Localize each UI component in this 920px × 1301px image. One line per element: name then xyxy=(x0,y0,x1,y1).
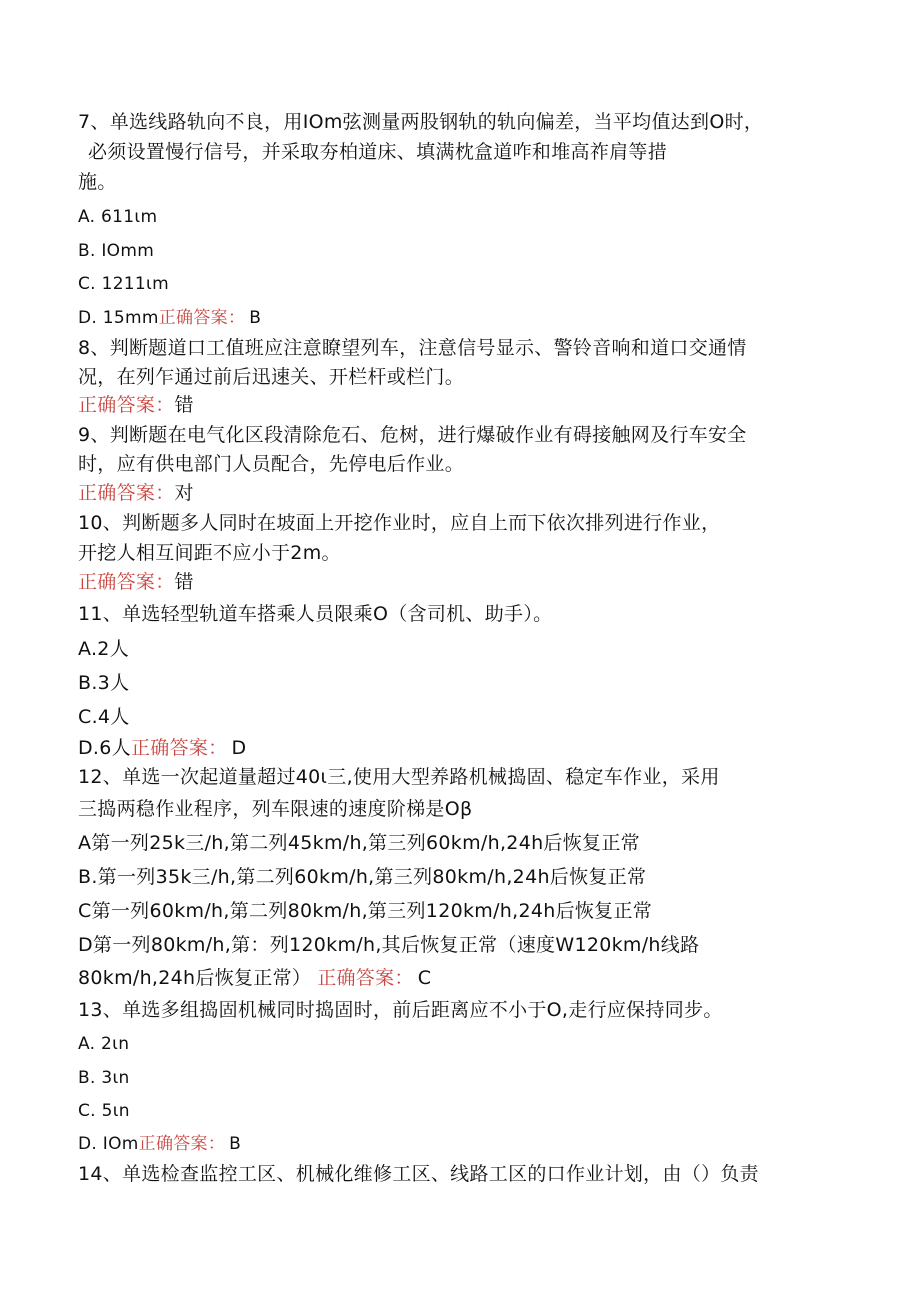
question-12-line-2: 三捣两稳作业程序，列车限速的速度阶梯是Oβ xyxy=(78,798,473,820)
question-11-option-a: A.2人 xyxy=(78,638,129,660)
question-11-option-d-row xyxy=(78,736,246,760)
question-14-line-1: 14、单选检查监控工区、机械化维修工区、线路工区的口作业计划，由（）负责 xyxy=(78,1163,759,1185)
question-12-option-a: A第一列25k三/h,第二列45km∕h,第三列60km∕h,24h后恢复正常 xyxy=(78,832,640,854)
question-10-answer-row xyxy=(78,570,194,594)
question-8-line-2: 况，在列乍通过前后迅速关、开栏杆或栏门。 xyxy=(78,366,465,388)
question-12-option-b: B.第一列35k三/h,第二列60km∕h,第三列80km∕h,24h后恢复正常 xyxy=(78,866,647,888)
question-11-option-d: D.6人 xyxy=(78,737,131,759)
question-7-answer: B xyxy=(249,308,262,328)
question-9-answer: 对 xyxy=(174,482,194,504)
question-7-option-c: C. 1211ιm xyxy=(78,274,169,294)
question-12-answer: C xyxy=(417,967,432,989)
question-12-line-1: 12、单选一次起道量超过40ι三,使用大型养路机械捣固、稳定车作业，采用 xyxy=(78,766,720,788)
question-12-option-d-continued: 80km∕h,24h后恢复正常） xyxy=(78,967,312,989)
question-9-answer-label: 正确答案： xyxy=(78,482,175,504)
question-7-option-d: D. 15mm xyxy=(78,308,159,328)
question-7-option-d-row xyxy=(78,306,261,330)
question-7-line-3: 施。 xyxy=(78,171,117,193)
question-8-answer: 错 xyxy=(174,394,194,416)
question-7-line-2: 必须设置慢行信号，并采取夯柏道床、填满枕盒道咋和堆高祚肩等措 xyxy=(88,141,668,163)
question-13-answer-label: 正确答案： xyxy=(138,1134,226,1154)
question-10-line-2: 开挖人相互间距不应小于2m。 xyxy=(78,542,341,564)
question-7-option-a: A. 611ιm xyxy=(78,207,158,227)
question-12-answer-label: 正确答案： xyxy=(317,967,414,989)
question-7-line-1: 7、单选线路轨向不良，用IOm弦测量两股钢轨的轨向偏差，当平均值达到O时， xyxy=(78,111,764,133)
question-9-answer-row xyxy=(78,481,194,505)
question-7-option-b: B. IOmm xyxy=(78,241,155,261)
question-10-answer: 错 xyxy=(174,571,194,593)
question-10-answer-label: 正确答案： xyxy=(78,571,175,593)
question-13-option-d: D. IOm xyxy=(78,1134,139,1154)
question-8-line-1: 8、判断题道口工值班应注意瞭望列车，注意信号显示、警铃音响和道口交通情 xyxy=(78,337,747,359)
question-12-option-d-cont-row xyxy=(78,966,431,990)
question-13-answer: B xyxy=(229,1134,242,1154)
question-11-answer-label: 正确答案： xyxy=(130,737,228,759)
question-9-line-2: 时，应有供电部门人员配合，先停电后作业。 xyxy=(78,453,465,475)
question-8-answer-row xyxy=(78,393,194,417)
question-8-answer-label: 正确答案： xyxy=(78,394,175,416)
question-13-line-1: 13、单选多组捣固机械同时捣固时，前后距离应不小于O,走行应保持同步。 xyxy=(78,999,723,1021)
question-11-line-1: 11、单选轻型轨道车搭乘人员限乘O（含司机、助手）。 xyxy=(78,603,553,625)
question-11-answer: D xyxy=(231,737,247,759)
question-12-option-c: C第一列60km∕h,第二列80km∕h,第三列120km∕h,24h后恢复正常 xyxy=(78,900,653,922)
question-7-answer-label: 正确答案： xyxy=(158,308,246,328)
question-9-line-1: 9、判断题在电气化区段清除危石、危树，进行爆破作业有碍接触网及行车安全 xyxy=(78,424,747,446)
question-12-option-d: D第一列80km∕h,第：列120km∕h,其后恢复正常（速度W120km∕h线路 xyxy=(78,934,700,956)
question-11-option-b: B.3人 xyxy=(78,672,130,694)
question-13-option-d-row xyxy=(78,1132,241,1156)
question-11-option-c: C.4人 xyxy=(78,706,130,728)
question-13-option-c: C. 5ιn xyxy=(78,1101,130,1121)
question-13-option-a: A. 2ιn xyxy=(78,1034,130,1054)
question-13-option-b: B. 3ιn xyxy=(78,1068,130,1088)
question-10-line-1: 10、判断题多人同时在坡面上开挖作业时，应自上而下依次排列进行作业， xyxy=(78,512,721,534)
